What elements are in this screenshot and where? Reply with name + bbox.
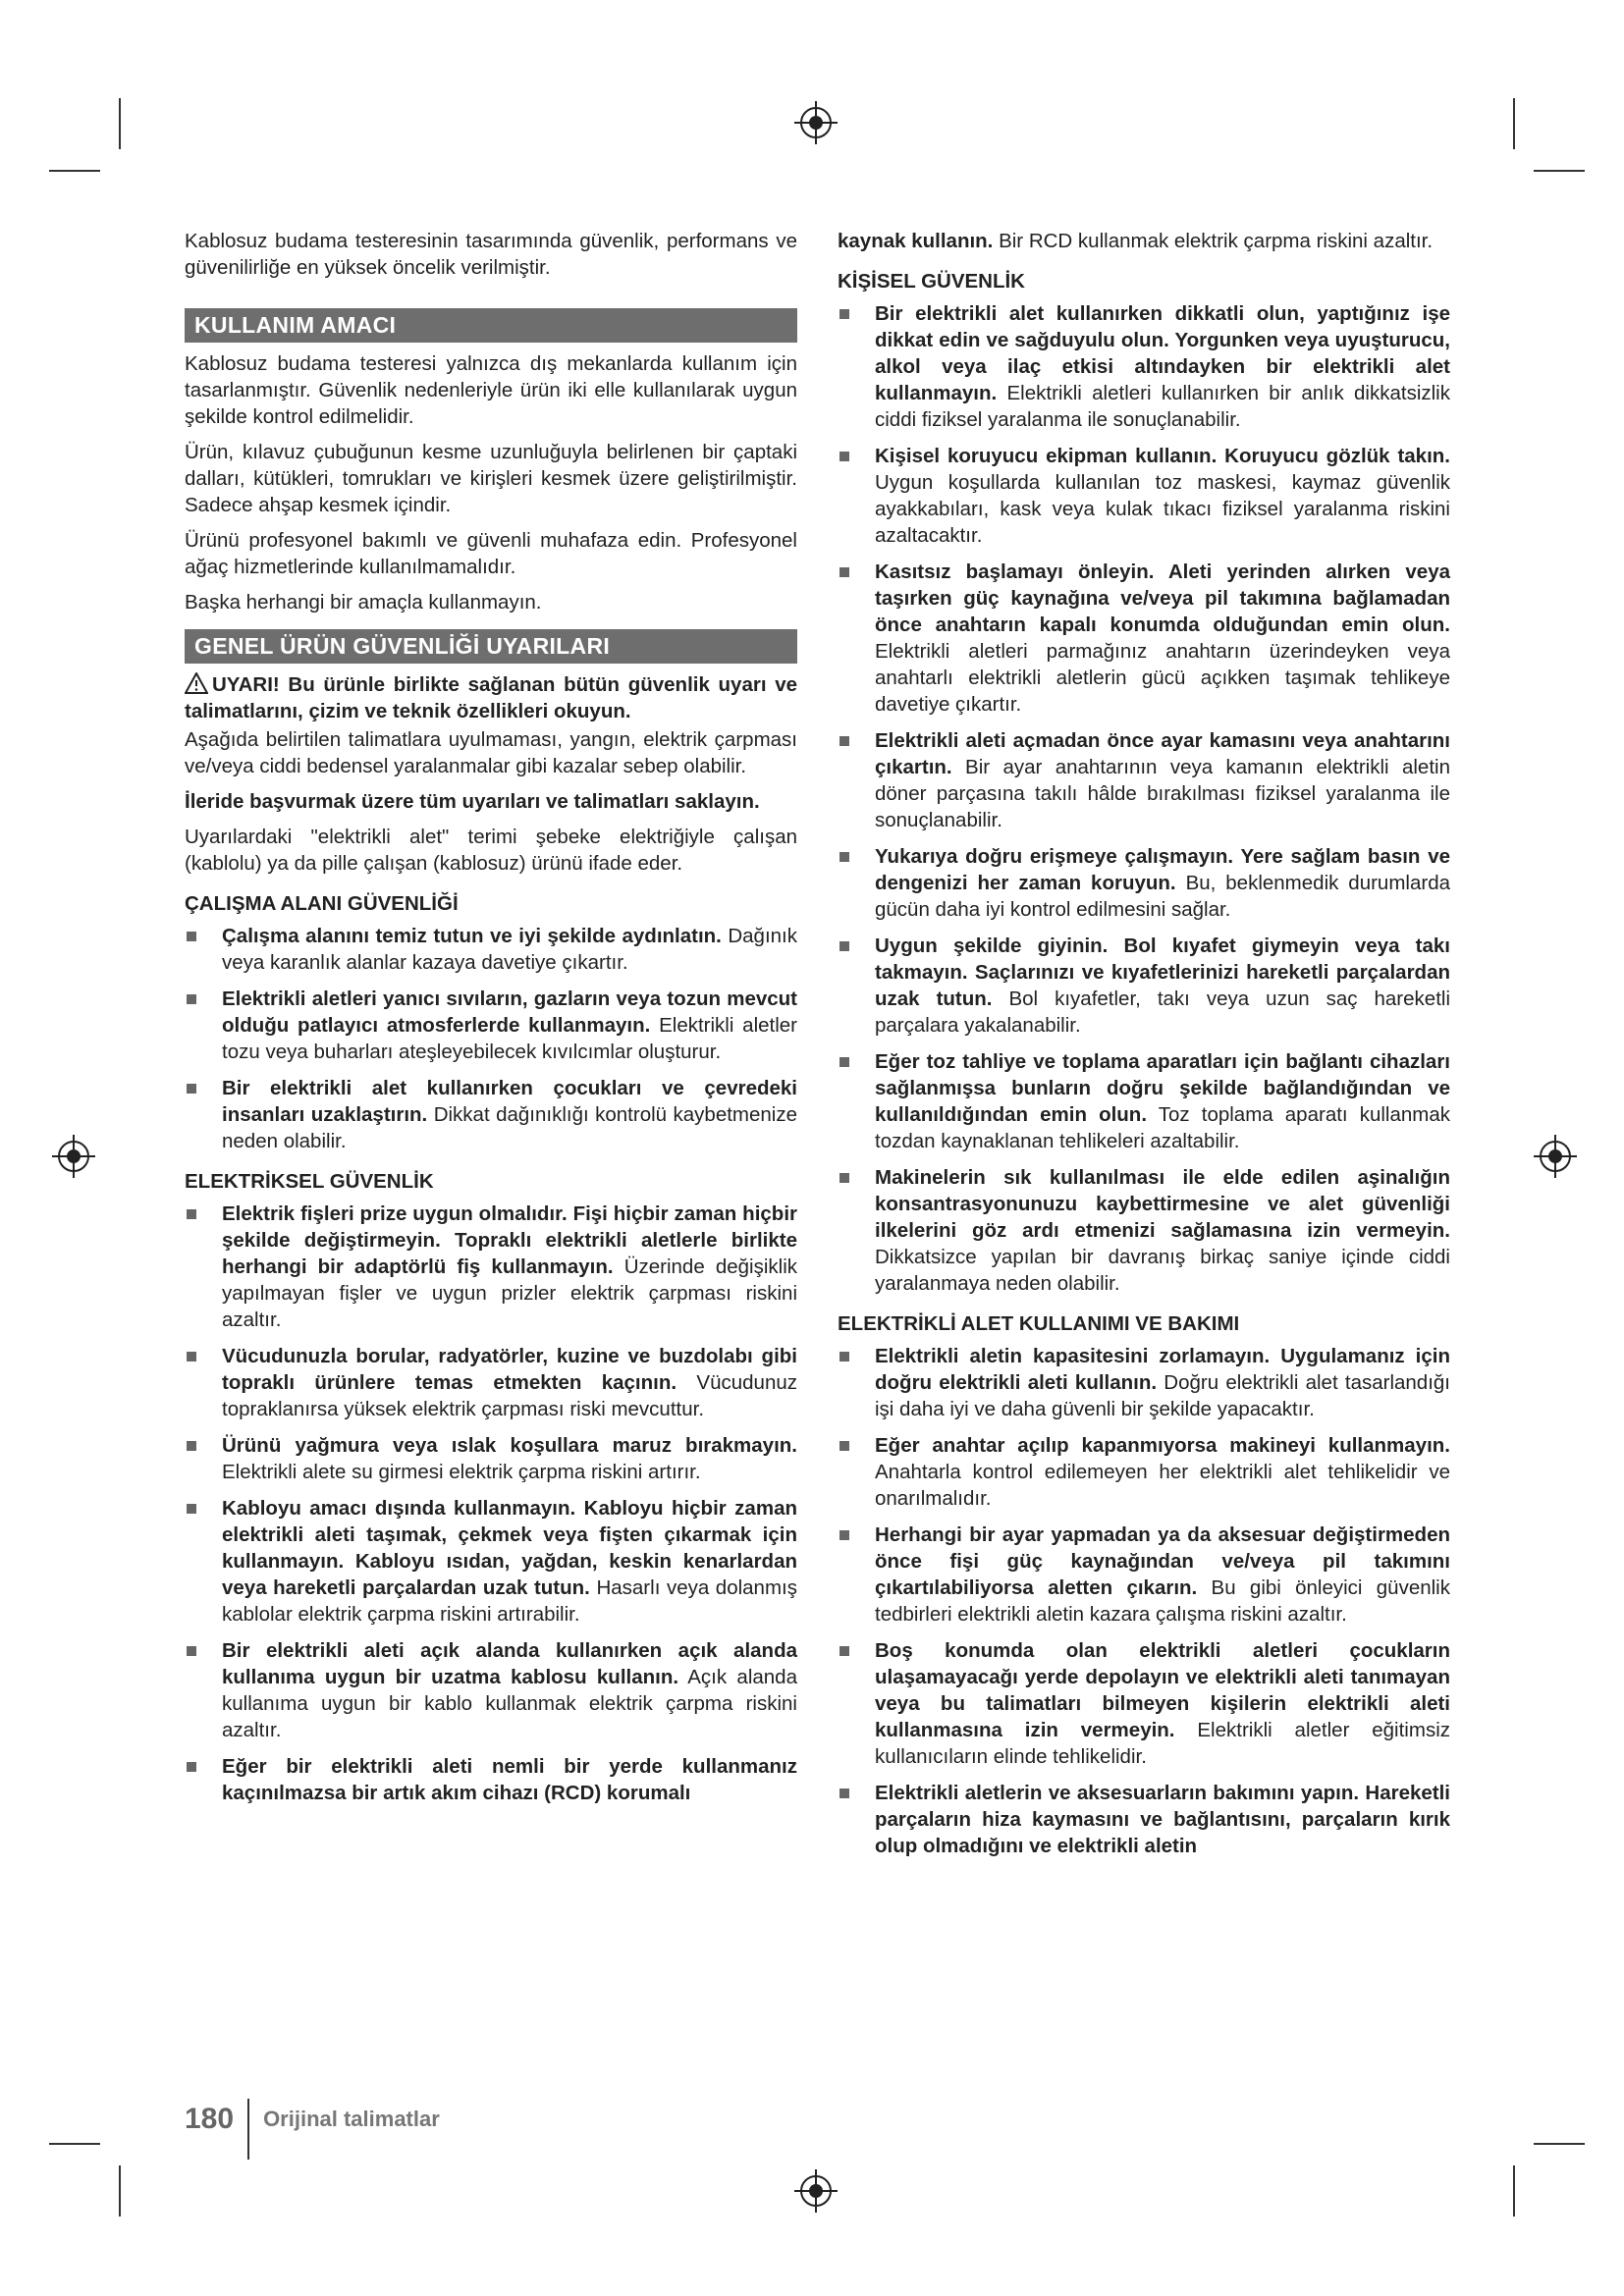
crop-mark: [1513, 2165, 1515, 2216]
personal-safety-list: [838, 300, 1450, 1297]
list-item-bold: Kişisel koruyucu ekipman kullanın. Koruyucu gözlük takın.: [875, 445, 1450, 467]
list-item-text: Bol kıyafetler, takı veya uzun saç hareketli parçalara yakalanabilir.: [875, 988, 1450, 1037]
warning-triangle-icon: [185, 672, 208, 694]
list-item: [838, 1048, 1450, 1154]
list-item-text: Elektrikli aletleri kullanırken bir anlık dikkatsizlik ciddi fiziksel yaralanma ile sonuçlanabilir.: [875, 382, 1450, 431]
list-item-bold: Çalışma alanını temiz tutun ve iyi şekilde aydınlatın.: [222, 925, 722, 947]
subheading-work-area: ÇALIŞMA ALANI GÜVENLİĞİ: [185, 892, 459, 915]
paragraph: Ürünü profesyonel bakımlı ve güvenli muhafaza edin. Profesyonel ağaç hizmetlerinde kullanılmamalıdır.: [185, 529, 797, 578]
section-heading-general-safety: GENEL ÜRÜN GÜVENLİĞİ UYARILARI: [185, 629, 797, 664]
footer-divider: [247, 2099, 249, 2160]
page-footer: [185, 2079, 440, 2160]
list-item-text: Hasarlı veya dolanmış kablolar elektrik çarpma riskini artırabilir.: [222, 1576, 797, 1626]
paragraph: [185, 788, 797, 815]
crop-mark: [1534, 2143, 1585, 2145]
list-item: [838, 300, 1450, 433]
page-number: 180: [185, 2103, 235, 2135]
list-item-text: Dağınık veya karanlık alanlar kazaya davetiye çıkartır.: [222, 925, 797, 974]
list-item: [185, 1201, 797, 1333]
list-item-text: Doğru elektrikli alet tasarlandığı işi daha iyi ve daha güvenli bir şekilde yapacaktır.: [875, 1371, 1450, 1420]
list-item-bold: Boş konumda olan elektrikli aletleri çocukların ulaşamayacağı yerde depolayın ve elektrikli aleti tanımayan veya bu talimatları bilmeyen kişilerin elektrikli aleti kullanmasına izin vermeyin.: [875, 1639, 1450, 1741]
list-item: [185, 923, 797, 976]
list-item-bold: Bir elektrikli alet kullanırken çocukları ve çevredeki insanları uzaklaştırın.: [222, 1077, 797, 1126]
registration-mark-icon: [794, 101, 838, 144]
list-item: [838, 1637, 1450, 1770]
list-item-bold: Elektrikli aletlerin ve aksesuarların bakımını yapın. Hareketli parçaların hiza kaymasını ve bağlantısını, parçaların kırık olup olmadığını ve elektrikli aletin: [875, 1782, 1450, 1857]
list-item-bold: Eğer anahtar açılıp kapanmıyorsa makineyi kullanmayın.: [875, 1434, 1450, 1457]
list-item: [838, 933, 1450, 1039]
warning-paragraph: [185, 671, 797, 724]
list-item: [185, 1495, 797, 1628]
list-item: [838, 1164, 1450, 1297]
list-item-text: Elektrikli aletleri parmağınız anahtarın üzerindeyken veya anahtarlı elektrikli aletlerin gücü açıkken taşımak tehlikeye davetiye çıkartır.: [875, 640, 1450, 716]
continuation-bold: kaynak kullanın.: [838, 230, 994, 252]
list-item: [185, 1432, 797, 1485]
list-item: [185, 1753, 797, 1806]
list-item: [838, 1780, 1450, 1859]
list-item-bold: Makinelerin sık kullanılması ile elde edilen aşinalığın konsantrasyonunuzu kaybettirmesine ve alet güvenliği ilkelerini göz ardı etmenizi sağlamasına izin vermeyin.: [875, 1166, 1450, 1242]
registration-mark-icon: [1534, 1135, 1577, 1178]
continuation-paragraph: [838, 228, 1450, 254]
list-item-text: Bir ayar anahtarının veya kamanın elektrikli aletin döner parçasına takılı hâlde bırakılması fiziksel yaralanma ile sonuçlanabilir.: [875, 756, 1450, 831]
warning-bold-text: UYARI! Bu ürünle birlikte sağlanan bütün güvenlik uyarı ve talimatlarını, çizim ve teknik özellikleri okuyun.: [185, 673, 797, 722]
left-column: [185, 228, 797, 1816]
list-item-text: Elektrikli aletler tozu veya buharları ateşleyebilecek kıvılcımlar oluşturur.: [222, 1014, 797, 1063]
registration-mark-icon: [794, 2169, 838, 2213]
list-item: [838, 727, 1450, 833]
list-item-text: Bu, beklenmedik durumlarda gücün daha iyi kontrol edilmesini sağlar.: [875, 872, 1450, 921]
list-item-text: Açık alanda kullanıma uygun bir kablo kullanmak elektrik çarpma riskini azaltır.: [222, 1666, 797, 1741]
work-area-list: [185, 923, 797, 1154]
subheading-tool-use-care: ELEKTRİKLİ ALET KULLANIMI VE BAKIMI: [838, 1312, 1240, 1335]
registration-mark-icon: [52, 1135, 95, 1178]
crop-mark: [119, 98, 121, 149]
list-item-bold: Eğer toz tahliye ve toplama aparatları için bağlantı cihazları sağlanmışsa bunların doğru şekilde bağlandığından ve kullanıldığından emin olun.: [875, 1050, 1450, 1126]
list-item-text: Dikkatsizce yapılan bir davranış birkaç saniye içinde ciddi yaralanmaya neden olabilir.: [875, 1246, 1450, 1295]
list-item-bold: Kasıtsız başlamayı önleyin. Aleti yerinden alırken veya taşırken güç kaynağına ve/veya pil takımına bağlamadan önce anahtarın kapalı konumda olduğundan emin olun.: [875, 561, 1450, 636]
list-item-bold: Elektrik fişleri prize uygun olmalıdır. Fişi hiçbir zaman hiçbir şekilde değiştirmeyin. Topraklı elektrikli aletlerle birlikte herhangi bir adaptörlü fiş kullanmayın.: [222, 1202, 797, 1278]
keep-instructions-text: İleride başvurmak üzere tüm uyarıları ve talimatları saklayın.: [185, 790, 760, 813]
footer-label: Orijinal talimatlar: [263, 2107, 440, 2131]
list-item: [185, 986, 797, 1065]
paragraph: Aşağıda belirtilen talimatlara uyulmaması, yangın, elektrik çarpması ve/veya ciddi bedensel yaralanmalar gibi kazalar sebep olabilir.: [185, 728, 797, 777]
list-item-bold: Bir elektrikli alet kullanırken dikkatli olun, yaptığınız işe dikkat edin ve sağduyulu olun. Yorgunken veya uyuşturucu, alkol veya ilaç etkisi altındayken bir elektrikli alet kullanmayın.: [875, 302, 1450, 404]
continuation-text: Bir RCD kullanmak elektrik çarpma riskini azaltır.: [993, 230, 1434, 252]
list-item-bold: Elektrikli aletin kapasitesini zorlamayın. Uygulamanız için doğru elektrikli aleti kullanın.: [875, 1345, 1450, 1394]
list-item-text: Uygun koşullarda kullanılan toz maskesi, kaymaz güvenlik ayakkabıları, kask veya kulak tıkacı fiziksel yaralanma riskini azaltacaktır.: [875, 471, 1450, 547]
list-item-bold: Kabloyu amacı dışında kullanmayın. Kabloyu hiçbir zaman elektrikli aleti taşımak, çekmek veya fişten çıkarmak için kullanmayın. Kabloyu ısıdan, yağdan, keskin kenarlardan veya hareketli parçalardan uzak tutun.: [222, 1497, 797, 1599]
list-item: [838, 843, 1450, 923]
list-item-bold: Eğer bir elektrikli aleti nemli bir yerde kullanmanız kaçınılmazsa bir artık akım cihazı (RCD) korumalı: [222, 1755, 797, 1804]
list-item-bold: Bir elektrikli aleti açık alanda kullanırken açık alanda kullanıma uygun bir uzatma kablosu kullanın.: [222, 1639, 797, 1688]
crop-mark: [1534, 170, 1585, 172]
crop-mark: [49, 2143, 100, 2145]
list-item: [185, 1637, 797, 1743]
electrical-safety-list: [185, 1201, 797, 1806]
list-item-text: Vücudunuz topraklanırsa yüksek elektrik çarpması riski mevcuttur.: [222, 1371, 797, 1420]
paragraph: Başka herhangi bir amaçla kullanmayın.: [185, 591, 542, 614]
crop-mark: [49, 170, 100, 172]
list-item-text: Toz toplama aparatı kullanmak tozdan kaynaklanan tehlikeleri azaltabilir.: [875, 1103, 1450, 1152]
list-item-bold: Elektrikli aleti açmadan önce ayar kamasını veya anahtarını çıkartın.: [875, 729, 1450, 778]
list-item-bold: Herhangi bir ayar yapmadan ya da aksesuar değiştirmeden önce fişi güç kaynağından ve/veya pil takımını çıkartılabiliyorsa aletten çıkarın.: [875, 1523, 1450, 1599]
paragraph: Kablosuz budama testeresi yalnızca dış mekanlarda kullanım için tasarlanmıştır. Güvenlik nedenleriyle ürün iki elle kullanılarak uygun şekilde kontrol edilmelidir.: [185, 352, 797, 428]
list-item-text: Anahtarla kontrol edilemeyen her elektrikli alet tehlikelidir ve onarılmalıdır.: [875, 1461, 1450, 1510]
list-item-text: Elektrikli aletler eğitimsiz kullanıcıların elinde tehlikelidir.: [875, 1719, 1450, 1768]
section-heading-intended-use: KULLANIM AMACI: [185, 308, 797, 343]
list-item-bold: Ürünü yağmura veya ıslak koşullara maruz bırakmayın.: [222, 1434, 797, 1457]
list-item-text: Elektrikli alete su girmesi elektrik çarpma riskini artırır.: [222, 1461, 701, 1483]
list-item: [185, 1343, 797, 1422]
crop-mark: [1513, 98, 1515, 149]
tool-use-list: [838, 1343, 1450, 1859]
list-item: [838, 559, 1450, 718]
intro-paragraph: Kablosuz budama testeresinin tasarımında güvenlik, performans ve güvenilirliğe en yüksek öncelik verilmiştir.: [185, 230, 797, 279]
list-item-bold: Vücudunuzla borular, radyatörler, kuzine ve buzdolabı gibi topraklı ürünlere temas etmekten kaçının.: [222, 1345, 797, 1394]
list-item-bold: Uygun şekilde giyinin. Bol kıyafet giymeyin veya takı takmayın. Saçlarınızı ve kıyafetlerinizi hareketli parçalardan uzak tutun.: [875, 934, 1450, 1010]
subheading-personal-safety: KİŞİSEL GÜVENLİK: [838, 270, 1025, 293]
list-item: [838, 1522, 1450, 1628]
list-item-text: Üzerinde değişiklik yapılmayan fişler ve uygun prizler elektrik çarpması riskini azaltır.: [222, 1255, 797, 1331]
list-item: [838, 1343, 1450, 1422]
list-item-text: Dikkat dağınıklığı kontrolü kaybetmenize neden olabilir.: [222, 1103, 797, 1152]
subheading-electrical-safety: ELEKTRİKSEL GÜVENLİK: [185, 1170, 434, 1193]
list-item: [838, 1432, 1450, 1512]
list-item: [838, 443, 1450, 549]
paragraph: Ürün, kılavuz çubuğunun kesme uzunluğuyla belirlenen bir çaptaki dalları, kütükleri, tomrukları ve kirişleri kesmek üzere geliştirilmiştir. Sadece ahşap kesmek içindir.: [185, 441, 797, 516]
right-column: [838, 228, 1450, 1869]
paragraph: Uyarılardaki "elektrikli alet" terimi şebeke elektriğiyle çalışan (kablolu) ya da pille çalışan (kablosuz) ürünü ifade eder.: [185, 826, 797, 875]
list-item-bold: Yukarıya doğru erişmeye çalışmayın. Yere sağlam basın ve dengenizi her zaman koruyun.: [875, 845, 1450, 894]
list-item: [185, 1075, 797, 1154]
crop-mark: [119, 2165, 121, 2216]
list-item-bold: Elektrikli aletleri yanıcı sıvıların, gazların veya tozun mevcut olduğu patlayıcı atmosferlerde kullanmayın.: [222, 988, 797, 1037]
list-item-text: Bu gibi önleyici güvenlik tedbirleri elektrikli aletin kazara çalışma riskini azaltır.: [875, 1576, 1450, 1626]
